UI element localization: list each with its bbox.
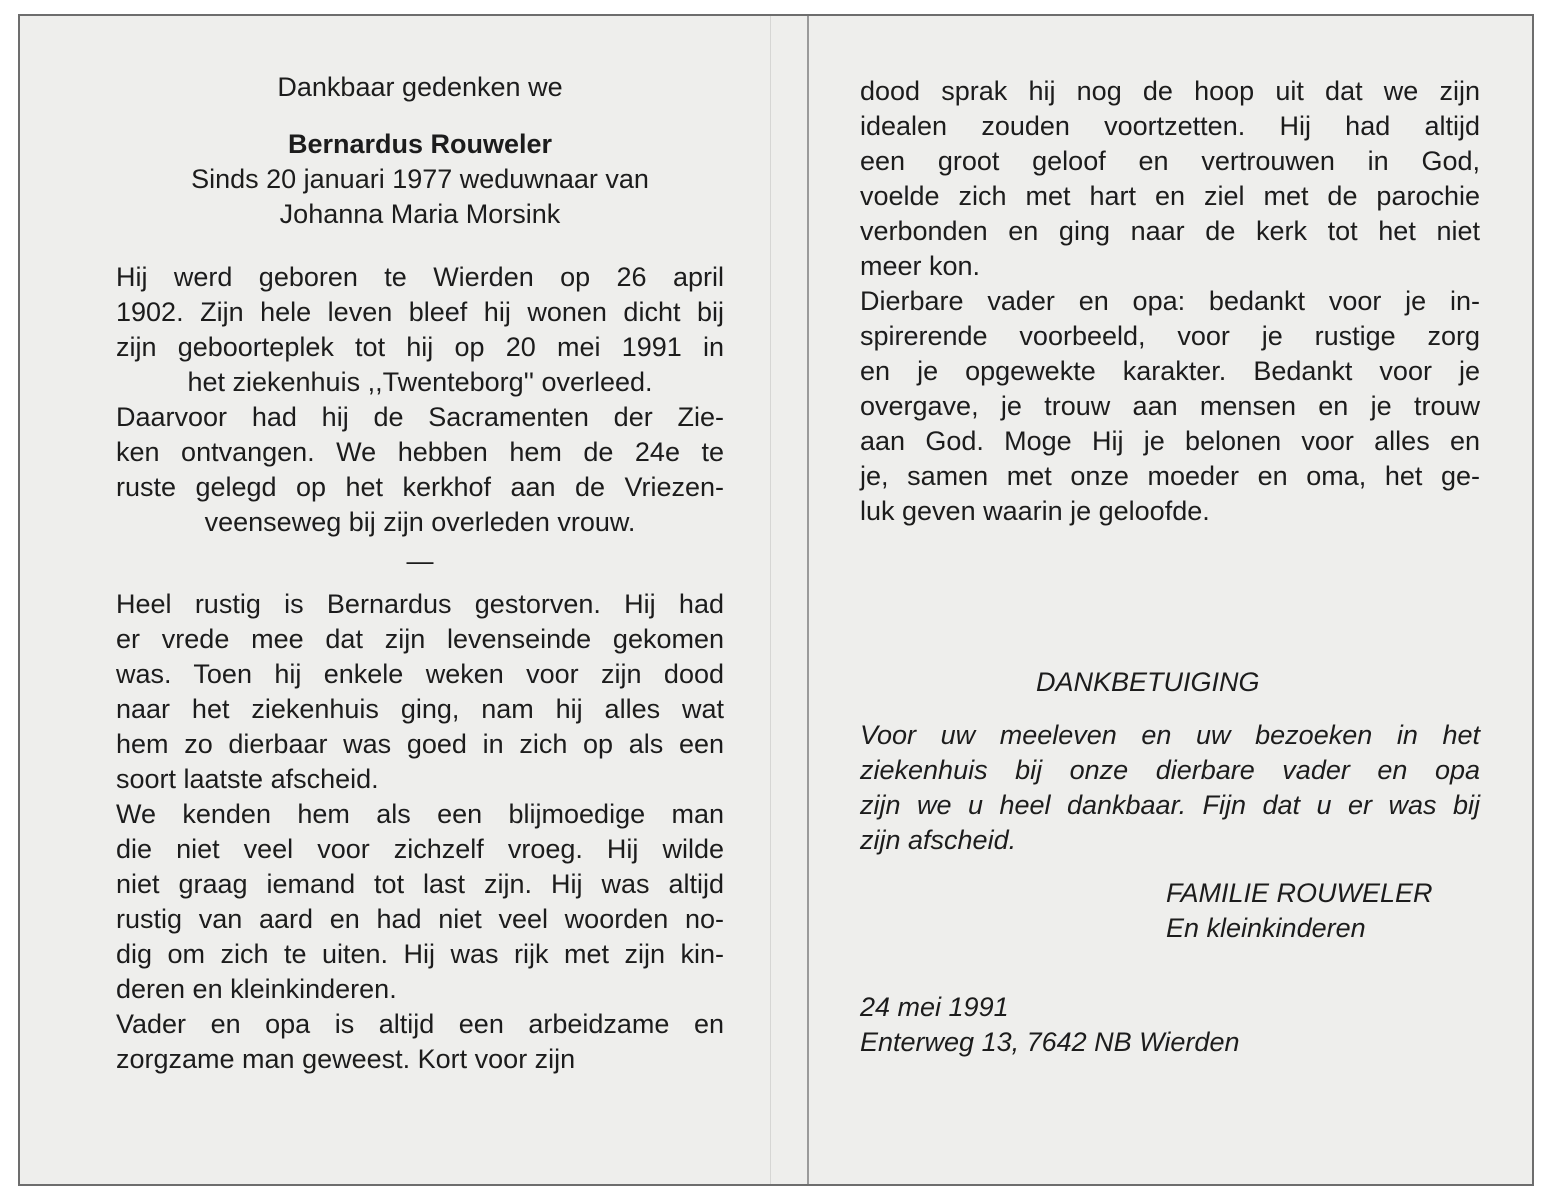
text-line: zijn afscheid. bbox=[860, 825, 1017, 855]
text-line: niet graag iemand tot last zijn. Hij was altijd bbox=[116, 869, 724, 899]
text-line: en je opgewekte karakter. Bedankt voor je bbox=[860, 356, 1480, 386]
text-line: luk geven waarin je geloofde. bbox=[860, 496, 1210, 526]
deceased-name: Bernardus Rouweler bbox=[287, 129, 553, 159]
text-line: idealen zouden voortzetten. Hij had altijd bbox=[860, 111, 1480, 141]
text-line: Voor uw meeleven en uw bezoeken in het bbox=[860, 720, 1480, 750]
address: Enterweg 13, 7642 NB Wierden bbox=[860, 1027, 1240, 1057]
text-line: was. Toen hij enkele weken voor zijn dood bbox=[116, 659, 724, 689]
heading: Dankbaar gedenken we bbox=[277, 72, 563, 102]
text-line: ken ontvangen. We hebben hem de 24e te bbox=[116, 437, 724, 467]
text-line: die niet veel voor zichzelf vroeg. Hij wilde bbox=[116, 834, 724, 864]
text-line: je, samen met onze moeder en oma, het ge- bbox=[860, 461, 1480, 491]
memorial-card bbox=[18, 14, 1534, 1186]
text-line: spirerende voorbeeld, voor je rustige zorg bbox=[860, 321, 1480, 351]
text-line: voelde zich met hart en ziel met de parochie bbox=[860, 181, 1480, 211]
text-line: ziekenhuis bij onze dierbare vader en opa bbox=[860, 755, 1480, 785]
text-line: zijn geboorteplek tot hij op 20 mei 1991 in bbox=[116, 332, 724, 362]
card-crease bbox=[770, 16, 771, 1184]
separator: — bbox=[406, 546, 434, 576]
signature-grandchildren: En kleinkinderen bbox=[1166, 913, 1366, 943]
text-line: meer kon. bbox=[860, 251, 981, 281]
date: 24 mei 1991 bbox=[860, 992, 1009, 1022]
text-line: veenseweg bij zijn overleden vrouw. bbox=[204, 507, 636, 537]
continued-paragraph bbox=[860, 74, 1480, 529]
remembrance-paragraph bbox=[116, 587, 724, 1077]
text-line: Hij werd geboren te Wierden op 26 april bbox=[116, 262, 724, 292]
text-line: rustig van aard en had niet veel woorden no- bbox=[116, 904, 724, 934]
text-line: 1902. Zijn hele leven bleef hij wonen dicht bij bbox=[116, 297, 724, 327]
text-line: deren en kleinkinderen. bbox=[116, 974, 397, 1004]
text-line: zijn we u heel dankbaar. Fijn dat u er was bij bbox=[860, 790, 1480, 820]
thanks-text bbox=[860, 718, 1480, 858]
left-panel bbox=[116, 68, 724, 1077]
widower-line-2: Johanna Maria Morsink bbox=[279, 199, 561, 229]
text-line: overgave, je trouw aan mensen en je trouw bbox=[860, 391, 1480, 421]
text-line: het ziekenhuis ,,Twenteborg'' overleed. bbox=[187, 367, 653, 397]
text-line: Heel rustig is Bernardus gestorven. Hij had bbox=[116, 589, 724, 619]
text-line: een groot geloof en vertrouwen in God, bbox=[860, 146, 1480, 176]
right-panel bbox=[860, 74, 1480, 1060]
card-fold bbox=[807, 16, 809, 1184]
text-line: dig om zich te uiten. Hij was rijk met zijn kin- bbox=[116, 939, 724, 969]
text-line: ruste gelegd op het kerkhof aan de Vriezen- bbox=[116, 472, 724, 502]
widower-line-1: Sinds 20 januari 1977 weduwnaar van bbox=[191, 164, 649, 194]
biography-paragraph bbox=[116, 260, 724, 540]
text-line: aan God. Moge Hij je belonen voor alles en bbox=[860, 426, 1480, 456]
text-line: Daarvoor had hij de Sacramenten der Zie- bbox=[116, 402, 724, 432]
text-line: We kenden hem als een blijmoedige man bbox=[116, 799, 724, 829]
signature-family: FAMILIE ROUWELER bbox=[1166, 878, 1433, 908]
text-line: er vrede mee dat zijn levenseinde gekomen bbox=[116, 624, 724, 654]
text-line: Vader en opa is altijd een arbeidzame en bbox=[116, 1009, 724, 1039]
text-line: dood sprak hij nog de hoop uit dat we zijn bbox=[860, 76, 1480, 106]
text-line: verbonden en ging naar de kerk tot het niet bbox=[860, 216, 1480, 246]
text-line: naar het ziekenhuis ging, nam hij alles wat bbox=[116, 694, 724, 724]
text-line: Dierbare vader en opa: bedankt voor je in- bbox=[860, 286, 1480, 316]
text-line: soort laatste afscheid. bbox=[116, 764, 379, 794]
thanks-heading: DANKBETUIGING bbox=[1036, 667, 1260, 697]
text-line: hem zo dierbaar was goed in zich op als een bbox=[116, 729, 724, 759]
text-line: zorgzame man geweest. Kort voor zijn bbox=[116, 1044, 576, 1074]
